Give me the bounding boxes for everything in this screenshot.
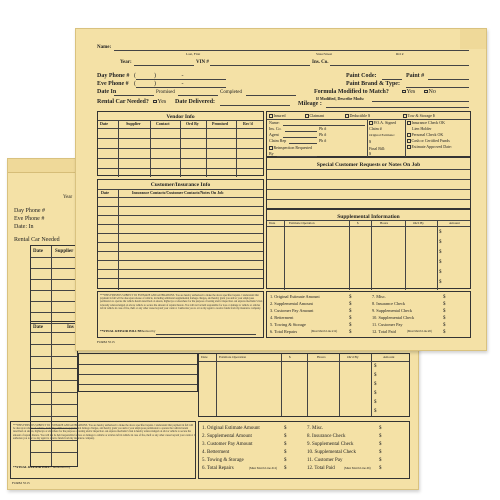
back-disclaimer-box	[10, 421, 196, 479]
formula-yes-label: Yes	[406, 89, 416, 95]
estimate-approved-option[interactable]	[407, 145, 452, 149]
back-total-left-5: 5. Towing & Storage	[202, 458, 244, 463]
back-total-right-11: 11. Customer Pay	[307, 458, 343, 463]
ins-check-option[interactable]	[407, 121, 445, 125]
back-total-left-3: 3. Customer Pay Amount	[202, 442, 253, 447]
back-dollar-l2: $	[284, 434, 287, 439]
ro-caption: RO #	[396, 52, 404, 56]
back-dollar-l1: $	[284, 426, 287, 431]
back-total-right-7: 7. Misc.	[307, 426, 324, 431]
customer-insurance-title: Customer/Insurance Info	[150, 182, 211, 188]
year-line[interactable]	[134, 65, 194, 66]
back-dollar-r9: $	[379, 442, 382, 447]
vendor-info-title: Vendor Info	[166, 114, 195, 120]
dollar-r11: $	[443, 323, 446, 328]
back-supp-dollar-2: $	[374, 373, 377, 378]
supp-dollar-2: $	[439, 240, 442, 245]
original-estimate-label: Original Estimate:	[369, 133, 395, 137]
back-supp-dollar-4: $	[374, 391, 377, 396]
disclaimer-text: ***THIS FINISH IS SUBJECT TO ESTIMATE AND ALTERATIONS. You are hereby authorized to make the above specified repairs. I understand that payment in full will be due upon release of vehicle, including additional supplemental damage charges, and hereby grant you and/or your employees permission to operate the vehicle herein described on streets, highways or elsewhere for the purpose of testing and/or inspection. An express mechanic's lien is hereby acknowledged on above vehicle to secure the amount of repairs thereto. You will not be held responsible for loss or damage to vehicle or articles left in vehicle in case of fire, theft or any other cause beyond your control. I authorize you to act as my agent to receive funds from my insurance company.	[100, 294, 263, 310]
ins-co-panel-line[interactable]	[285, 131, 317, 132]
rental-yes-option[interactable]	[153, 99, 166, 105]
paint-code-label: Paint Code:	[346, 73, 377, 79]
date-in-label: Date In	[97, 89, 117, 95]
cash-checkbox[interactable]	[407, 139, 411, 143]
supp-dollar-4: $	[439, 260, 442, 265]
formula-yes-option[interactable]	[402, 89, 415, 95]
paint-no-line[interactable]	[428, 79, 469, 80]
ins-check-label: Insurance Check OK	[411, 120, 446, 125]
vin-label: VIN #	[196, 60, 209, 65]
back-total-right-9: 9. Supplemental Check	[307, 442, 354, 447]
front-folder-tab	[460, 28, 487, 49]
back-authorized-label: authorized by	[53, 465, 71, 469]
opt-insured[interactable]	[269, 114, 286, 118]
supp-col-amount: Amount	[449, 221, 460, 225]
back-total-right-8: 8. Insurance Check	[307, 434, 346, 439]
total-right-10: 10. Supplemental Check	[372, 315, 415, 320]
back-total-paid-note: (Must Match Line #6)	[344, 466, 371, 470]
name-line[interactable]	[114, 50, 469, 51]
total-right-9: 9. Supplemental Check	[372, 308, 412, 313]
day-phone-line	[136, 79, 226, 80]
claim-rep-line[interactable]	[289, 143, 317, 144]
total-right-8: 8. Insurance Check	[372, 301, 406, 306]
insurance-panel	[266, 111, 471, 157]
supp-dollar-6: $	[439, 280, 442, 285]
back-dollar-r7: $	[379, 426, 382, 431]
dollar-r7: $	[443, 295, 446, 300]
year-label: Year:	[120, 60, 132, 65]
dollar-r10: $	[443, 316, 446, 321]
supp-dollar-1: $	[439, 230, 442, 235]
claim-no-label: Claim #	[369, 126, 382, 131]
back-total-left-6: 6. Total Repairs	[202, 466, 234, 471]
opt-deductible[interactable]	[345, 114, 370, 118]
personal-check-checkbox[interactable]	[407, 133, 411, 137]
back-dollar-r10: $	[379, 450, 382, 455]
personal-check-option[interactable]	[407, 133, 443, 137]
dollar-l3: $	[349, 309, 352, 314]
back-dollar-l3: $	[284, 442, 287, 447]
back-total-left-4: 4. Betterment	[202, 450, 230, 455]
formula-modified-label: Formula Modified to Match?	[314, 89, 389, 95]
dollar-r9: $	[443, 309, 446, 314]
back-supp-dollar-1: $	[374, 364, 377, 369]
back-total-right-12: 12. Total Paid	[307, 466, 335, 471]
total-left-1: 1. Original Estimate Amount	[270, 294, 320, 299]
total-left-6: 6. Total Repairs	[270, 329, 298, 334]
deductible-checkbox[interactable]	[345, 114, 349, 118]
back-customer-col-date: Date	[33, 325, 43, 330]
total-left-5: 5. Towing & Storage	[270, 322, 306, 327]
vin-line[interactable]	[210, 65, 310, 66]
authorized-signature-line[interactable]	[156, 334, 256, 335]
agent-label: Agent	[269, 132, 279, 137]
rental-yes-checkbox[interactable]	[153, 100, 157, 104]
poa-option[interactable]	[369, 121, 396, 125]
back-supp-col-operation: Estimate Operation	[219, 355, 247, 359]
dollar-l2: $	[349, 302, 352, 307]
tow-storage-checkbox[interactable]	[403, 114, 407, 118]
mileage-line[interactable]	[326, 107, 469, 108]
back-vendor-table	[30, 245, 78, 333]
vendor-col-contact: Contact	[156, 121, 170, 126]
back-disclaimer-text: ***THIS FINISH IS SUBJECT TO ESTIMATE AND ALTERATIONS. You are hereby authorized to make the above specified repairs. I understand that payment in full will be due upon release of vehicle, including additional supplemental damage charges, and hereby grant you and/or your employees permission to operate the vehicle herein described on streets, highways or elsewhere for the purpose of testing and/or inspection. An express mechanic's lien is hereby acknowledged on above vehicle to secure the amount of repairs thereto. You will not be held responsible for loss or damage to vehicle or articles left in vehicle in case of fire, theft or any other cause beyond your control. I authorize you to act as my agent to receive funds from my insurance company.	[13, 424, 195, 440]
ins-co-line[interactable]	[330, 65, 469, 66]
eve-phone-label: Eve Phone #	[97, 81, 129, 87]
date-delivered-label: Date Delivered:	[175, 99, 216, 105]
claimant-label: Claimant	[309, 113, 325, 118]
back-total-repairs-note: (Must Match Line #12)	[249, 466, 278, 470]
supplemental-title: Supplemental Information	[337, 214, 400, 220]
reinspection-checkbox[interactable]	[269, 146, 273, 150]
date-in-line[interactable]	[114, 95, 154, 96]
totals-box	[266, 291, 471, 338]
back-total-right-10: 10. Supplemental Check	[307, 450, 357, 455]
back-notes-area	[78, 353, 198, 392]
dollar-l6: $	[349, 330, 352, 335]
paint-brand-line[interactable]	[406, 87, 469, 88]
rental-yes-label: Yes	[157, 99, 167, 105]
by-label: By	[269, 151, 274, 156]
reinspection-label: Reinspection Requested	[273, 145, 313, 150]
vendor-col-supplier: Supplier	[126, 121, 141, 126]
insured-label: Insured	[273, 113, 286, 118]
back-supp-col-hours: Hours	[317, 355, 326, 359]
back-totals-box	[198, 421, 410, 479]
if-modified-line[interactable]	[372, 101, 469, 102]
paint-no-label: Paint #	[406, 73, 425, 79]
ins-co-label: Ins. Co.	[312, 60, 329, 65]
back-dollar-l4: $	[284, 450, 287, 455]
authorized-label: authorized by	[138, 329, 156, 333]
poa-checkbox[interactable]	[369, 121, 373, 125]
supp-col-hours: Hours	[380, 221, 389, 225]
agent-line[interactable]	[283, 137, 317, 138]
back-eve-phone-label: Eve Phone #	[14, 216, 45, 222]
estimate-approved-label: Estimate Approved Date:	[411, 144, 452, 149]
date-delivered-line[interactable]	[220, 105, 290, 106]
completed-line[interactable]	[246, 95, 296, 96]
insured-checkbox[interactable]	[269, 114, 273, 118]
customer-insurance-table	[97, 179, 264, 289]
dollar-l1: $	[349, 295, 352, 300]
back-supp-col-dollar: $	[289, 355, 291, 359]
total-right-12: 12. Total Paid	[372, 329, 396, 334]
agent-ph-label: Ph #	[319, 132, 327, 137]
back-supp-dollar-6: $	[374, 409, 377, 414]
lien-holder-label: Lien Holder	[412, 126, 432, 131]
cash-option[interactable]	[407, 139, 450, 143]
dollar-l4: $	[349, 316, 352, 321]
dollar-r12: $	[443, 330, 446, 335]
back-supplemental-table	[198, 353, 410, 417]
back-vendor-col-supplier: Supplier	[55, 249, 74, 254]
dollar-l5: $	[349, 323, 352, 328]
supp-col-dollar: $	[357, 221, 359, 225]
total-right-11: 11. Customer Pay	[372, 322, 403, 327]
back-customer-col-ins: Ins	[67, 325, 74, 330]
formula-no-option[interactable]	[424, 89, 436, 95]
back-dollar-r8: $	[379, 434, 382, 439]
special-requests-box	[266, 157, 471, 209]
promised-line[interactable]	[178, 95, 218, 96]
back-total-left-2: 2. Supplemental Amount	[202, 434, 252, 439]
back-supp-dollar-3: $	[374, 382, 377, 387]
supp-dollar-5: $	[439, 270, 442, 275]
reinspection-option[interactable]	[269, 146, 312, 150]
eve-phone-line	[136, 87, 226, 88]
rental-label: Rental Car Needed?	[97, 99, 149, 105]
claim-rep-ph-label: Ph #	[319, 138, 327, 143]
supplemental-table	[266, 209, 471, 289]
supp-col-date: Date	[269, 221, 276, 225]
cash-label: Cash or Certified Funds	[411, 138, 450, 143]
formula-no-label: No	[428, 89, 436, 95]
total-right-7: 7. Misc.	[372, 294, 386, 299]
vendor-col-recd: Rec'd	[243, 121, 253, 126]
back-dollar-l5: $	[284, 458, 287, 463]
back-supp-col-amount: Amount	[383, 355, 395, 359]
back-dollar-l6: $	[284, 466, 287, 471]
mileage-label: Mileage :	[298, 101, 322, 107]
day-phone-field[interactable]: ( ) -	[134, 73, 184, 79]
supp-col-operation: Estimate Operation	[289, 221, 315, 225]
special-requests-title: Special Customer Requests or Notes On Job	[316, 162, 421, 168]
supp-col-okd: Ok'd By	[413, 221, 424, 225]
final-bill-label: **FINAL REPAIR BILL**	[100, 329, 141, 333]
deductible-label: Deductible $	[349, 113, 371, 118]
form-number: FORM 5515	[97, 340, 115, 344]
vendor-col-date: Date	[100, 121, 108, 126]
last-first-caption: Last, First	[186, 52, 201, 56]
claim-rep-label: Claim Rep	[269, 138, 287, 143]
back-year-label: Year	[63, 195, 73, 200]
claimant-checkbox[interactable]	[305, 114, 309, 118]
estimate-approved-checkbox[interactable]	[407, 145, 411, 149]
disclaimer-box	[97, 291, 264, 338]
final-bill-panel-label: Final Bill:	[369, 146, 386, 151]
cust-col-notes: Insurance Contacts/Customer Contacts/Notes On Job	[132, 190, 224, 195]
ins-check-checkbox[interactable]	[407, 121, 411, 125]
total-left-2: 2. Supplemental Amount	[270, 301, 313, 306]
total-repairs-note: (Must Match Line #12)	[311, 330, 338, 333]
poa-label: P.O.A. Signed	[373, 120, 397, 125]
paint-brand-label: Paint Brand & Type:	[346, 81, 400, 87]
tow-storage-label: Tow & Storage $	[407, 113, 435, 118]
back-date-in-label: Date: In	[14, 224, 34, 230]
promised-label: Promised	[156, 90, 175, 95]
back-final-bill-label: **FINAL REPAIR BILL**	[13, 465, 54, 469]
formula-no-checkbox[interactable]	[424, 90, 428, 94]
total-left-3: 3. Customer Pay Amount	[270, 308, 314, 313]
cust-col-date: Date	[101, 190, 109, 195]
opt-tow-storage[interactable]	[403, 114, 435, 118]
paint-code-line[interactable]	[382, 79, 402, 80]
back-dollar-r11: $	[379, 458, 382, 463]
ins-co-ph-label: Ph #	[319, 126, 327, 131]
back-form-number: FORM 5515	[12, 481, 30, 485]
orig-est-dollar: $	[369, 139, 371, 144]
back-day-phone-label: Day Phone #	[14, 208, 45, 214]
supp-dollar-3: $	[439, 250, 442, 255]
opt-claimant[interactable]	[305, 114, 324, 118]
dollar-r8: $	[443, 302, 446, 307]
ins-co-panel-label: Ins. Co.	[269, 126, 282, 131]
vendor-col-promised: Promised	[212, 121, 229, 126]
eve-phone-field[interactable]: ( ) -	[134, 81, 184, 87]
vendor-col-ord-by: Ord By	[186, 121, 199, 126]
if-modified-label: If Modified, Describe Mods:	[316, 96, 365, 101]
vendor-info-table	[97, 111, 264, 176]
day-phone-label: Day Phone #	[97, 73, 130, 79]
front-folder-sheet	[75, 28, 487, 351]
ins-name-label: Name:	[269, 120, 280, 125]
name-label: Name:	[97, 45, 112, 50]
total-paid-note: (Must Match Line #6)	[407, 330, 432, 333]
completed-label: Completed	[220, 90, 242, 95]
back-total-left-1: 1. Original Estimate Amount	[202, 426, 260, 431]
total-left-4: 4. Betterment	[270, 315, 294, 320]
back-dollar-r12: $	[379, 466, 382, 471]
final-bill-dollar: $	[369, 151, 371, 156]
back-supp-dollar-5: $	[374, 400, 377, 405]
back-supp-col-okd: Ok'd By	[347, 355, 359, 359]
formula-yes-checkbox[interactable]	[402, 90, 406, 94]
personal-check-label: Personal Check OK	[411, 132, 444, 137]
back-supp-col-date: Date	[201, 355, 208, 359]
state-street-caption: State/Street	[316, 52, 333, 56]
back-rental-label: Rental Car Needed	[14, 237, 60, 243]
back-vendor-col-date: Date	[33, 249, 43, 254]
